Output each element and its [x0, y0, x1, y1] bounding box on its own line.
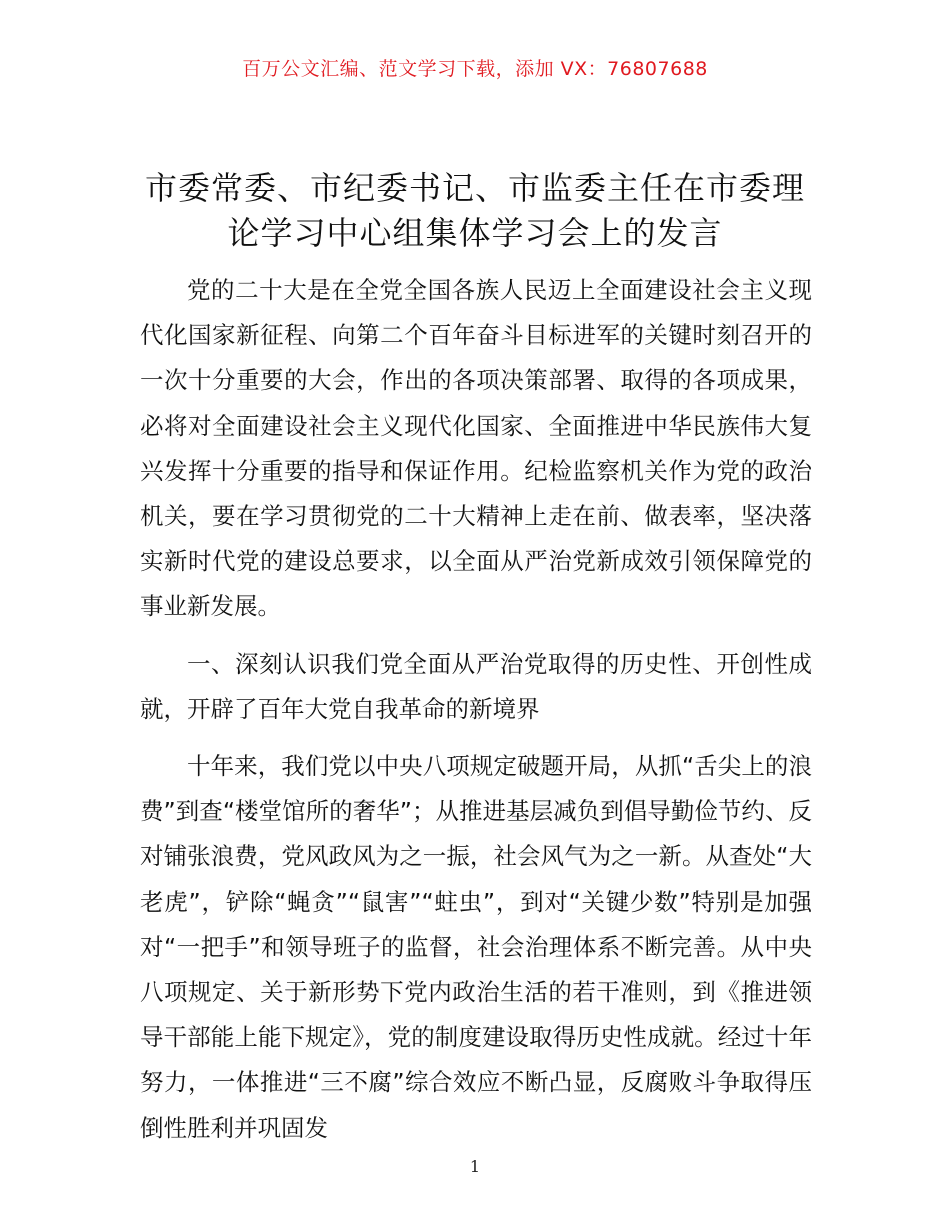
- header-watermark-text: 百万公文汇编、范文学习下载，添加 VX：76807688: [242, 58, 708, 80]
- body-paragraph: 十年来，我们党以中央八项规定破题开局，从抓“舌尖上的浪费”到查“楼堂馆所的奢华”；从推进基层减负到倡导勤俭节约、反对铺张浪费，党风政风为之一振，社会风气为之一新。从查处“大老虎”，铲除“蝇贪”“鼠害”“蛀虫”，到对“关键少数”特别是加强对“一把手”和领导班子的监督，社会治理体系不断完善。从中央八项规定、关于新形势下党内政治生活的若干准则，到《推进领导干部能上能下规定》，党的制度建设取得历史性成就。经过十年努力，一体推进“三不腐”综合效应不断凸显，反腐败斗争取得压倒性胜利并巩固发: [140, 752, 812, 1142]
- intro-paragraph: 党的二十大是在全党全国各族人民迈上全面建设社会主义现代化国家新征程、向第二个百年奋斗目标进军的关键时刻召开的一次十分重要的大会，作出的各项决策部署、取得的各项成果，必将对全面建设社会主义现代化国家、全面推进中华民族伟大复兴发挥十分重要的指导和保证作用。纪检监察机关作为党的政治机关，要在学习贯彻党的二十大精神上走在前、做表率，坚决落实新时代党的建设总要求，以全面从严治党新成效引领保障党的事业新发展。: [140, 276, 812, 621]
- document-body: [140, 268, 812, 1163]
- section-heading-1: 一、深刻认识我们党全面从严治党取得的历史性、开创性成就，开辟了百年大党自我革命的新境界: [140, 649, 812, 723]
- page-number: 1: [469, 1157, 481, 1176]
- document-title: 市委常委、市纪委书记、市监委主任在市委理论学习中心组集体学习会上的发言: [144, 169, 805, 252]
